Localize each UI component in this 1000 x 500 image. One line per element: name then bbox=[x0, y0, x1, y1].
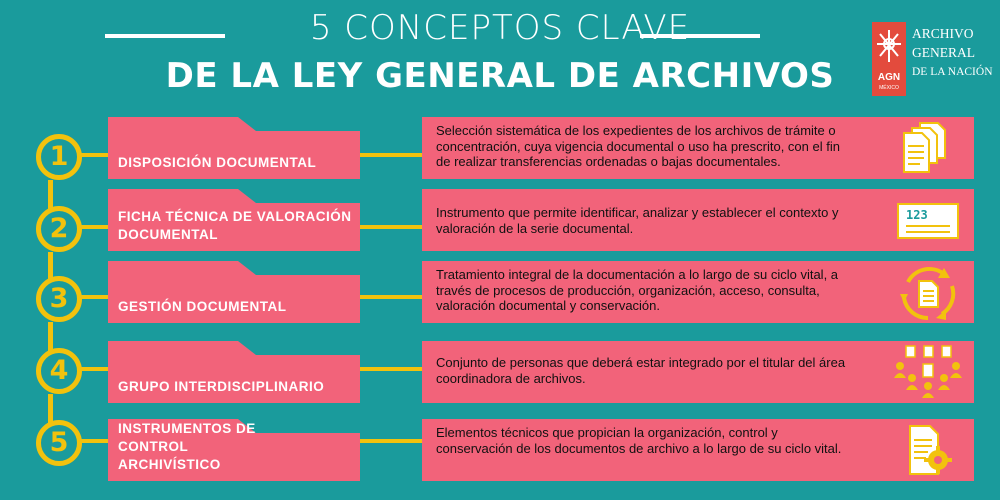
description-box-1 bbox=[422, 117, 974, 179]
connector-line bbox=[360, 225, 422, 229]
logo-emblem bbox=[872, 22, 906, 96]
logo-country: MÉXICO bbox=[879, 85, 899, 91]
concept-title: GESTIÓN DOCUMENTAL bbox=[118, 299, 287, 314]
timeline-line bbox=[48, 322, 53, 352]
description-box-3 bbox=[422, 261, 974, 323]
connector-line bbox=[360, 295, 422, 299]
connector-line bbox=[80, 225, 108, 229]
description-text: Elementos técnicos que propician la organización, control y conservación de los documentos de archivo a lo largo de su ciclo vital. bbox=[436, 425, 842, 456]
logo-text-3: DE LA NACIÓN bbox=[912, 66, 993, 78]
description-text: Selección sistemática de los expedientes de los archivos de trámite o concentración, cuya vigencia documental o uso ha prescrito, con el fin de realizar transferencias ordenadas o bajas documentales. bbox=[436, 123, 840, 169]
stacked-documents-icon bbox=[892, 120, 964, 176]
connector-line bbox=[360, 439, 422, 443]
concept-label-1 bbox=[108, 117, 360, 179]
timeline-line bbox=[48, 394, 53, 424]
people-group-icon bbox=[892, 344, 964, 400]
step-number-5: 5 bbox=[36, 420, 82, 466]
step-number-1: 1 bbox=[36, 134, 82, 180]
concept-label-4 bbox=[108, 341, 360, 403]
connector-line bbox=[80, 153, 108, 157]
title-line-2: DE LA LEY GENERAL DE ARCHIVOS bbox=[165, 56, 835, 96]
logo-abbr: AGN bbox=[877, 72, 901, 83]
document-gear-icon bbox=[892, 422, 964, 478]
numbered-card-icon bbox=[892, 192, 964, 248]
document-cycle-icon bbox=[892, 264, 964, 320]
description-text: Tratamiento integral de la documentación a lo largo de su ciclo vital, a través de procesos de producción, organización, acceso, consulta, valoración documental y conservación. bbox=[436, 267, 839, 313]
connector-line bbox=[80, 367, 108, 371]
concept-label-2 bbox=[108, 189, 360, 251]
concept-title: DISPOSICIÓN DOCUMENTAL bbox=[118, 155, 317, 170]
logo-text-1: ARCHIVO bbox=[912, 26, 974, 41]
description-text: Conjunto de personas que deberá estar integrado por el titular del área coordinadora de archivos. bbox=[436, 355, 846, 386]
timeline-line bbox=[48, 180, 53, 210]
description-box-5 bbox=[422, 419, 974, 481]
connector-line bbox=[80, 295, 108, 299]
concept-title: INSTRUMENTOS DE CONTROL ARCHIVÍSTICO bbox=[118, 421, 256, 472]
description-box-4 bbox=[422, 341, 974, 403]
step-number-2: 2 bbox=[36, 206, 82, 252]
description-text: Instrumento que permite identificar, analizar y establecer el contexto y valoración de la serie documental. bbox=[436, 205, 839, 236]
connector-line bbox=[360, 367, 422, 371]
concept-label-3 bbox=[108, 261, 360, 323]
emblem-icon bbox=[872, 22, 906, 66]
card-number: 123 bbox=[906, 208, 928, 222]
concept-label-5 bbox=[108, 419, 360, 481]
concept-title: FICHA TÉCNICA DE VALORACIÓN DOCUMENTAL bbox=[118, 209, 352, 242]
step-number-4: 4 bbox=[36, 348, 82, 394]
agn-logo bbox=[872, 20, 993, 98]
step-number-3: 3 bbox=[36, 276, 82, 322]
logo-text-2: GENERAL bbox=[912, 45, 975, 60]
connector-line bbox=[360, 153, 422, 157]
description-box-2 bbox=[422, 189, 974, 251]
concept-title: GRUPO INTERDISCIPLINARIO bbox=[118, 379, 325, 394]
connector-line bbox=[80, 439, 108, 443]
title-line-1: 5 CONCEPTOS CLAVE bbox=[309, 8, 691, 48]
